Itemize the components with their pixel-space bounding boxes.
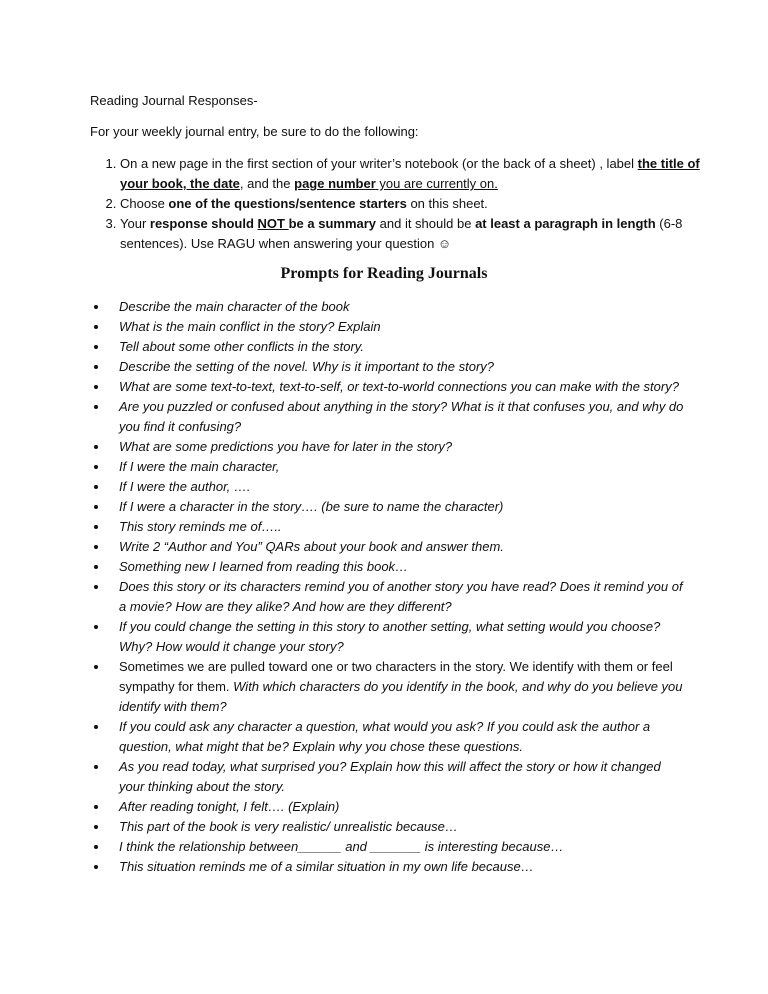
prompt-item: Are you puzzled or confused about anything in the story? What is it that confuses you, and why do you find it confusing?	[90, 397, 688, 437]
prompt-item: If I were the main character,	[90, 457, 688, 477]
prompt-item: Describe the setting of the novel. Why is it important to the story?	[90, 357, 688, 377]
prompt-item: If I were a character in the story…. (be sure to name the character)	[90, 497, 688, 517]
prompt-item: Something new I learned from reading this book…	[90, 557, 688, 577]
prompt-item: Write 2 “Author and You” QARs about your book and answer them.	[90, 537, 688, 557]
prompts-list	[90, 297, 688, 877]
prompt-item: What is the main conflict in the story? Explain	[90, 317, 688, 337]
prompt-item: If you could change the setting in this story to another setting, what setting would you choose? Why? How would it change your story?	[90, 617, 688, 657]
prompt-item: Does this story or its characters remind you of another story you have read? Does it remind you of a movie? How are they alike? And how are they different?	[90, 577, 688, 617]
prompt-item: Describe the main character of the book	[90, 297, 688, 317]
prompt-item: If you could ask any character a question, what would you ask? If you could ask the author a question, what might that be? Explain why you chose these questions.	[90, 717, 688, 757]
prompt-item: This story reminds me of…..	[90, 517, 688, 537]
prompt-item: After reading tonight, I felt…. (Explain)	[90, 797, 688, 817]
prompt-item-mixed: Sometimes we are pulled toward one or two characters in the story. We identify with them or feel sympathy for them. With which characters do you identify in the book, and why do you believe you identify with them?	[90, 657, 688, 717]
prompt-item: If I were the author, ….	[90, 477, 688, 497]
step-item: 1. On a new page in the first section of your writer’s notebook (or the back of a sheet) , label the title of your book, the date, and the page number you are currently on.	[120, 154, 720, 194]
instruction-steps	[90, 154, 720, 254]
document-title: Reading Journal Responses-	[90, 93, 258, 108]
prompt-item: I think the relationship between______ and _______ is interesting because…	[90, 837, 688, 857]
prompt-item: What are some predictions you have for later in the story?	[90, 437, 688, 457]
prompts-heading: Prompts for Reading Journals	[280, 265, 488, 282]
prompt-item: This part of the book is very realistic/ unrealistic because…	[90, 817, 688, 837]
step-item: 2. Choose one of the questions/sentence starters on this sheet.	[120, 194, 720, 214]
prompt-item: As you read today, what surprised you? Explain how this will affect the story or how it changed your thinking about the story.	[90, 757, 688, 797]
prompt-item: What are some text-to-text, text-to-self, or text-to-world connections you can make with the story?	[90, 377, 688, 397]
prompt-item: This situation reminds me of a similar situation in my own life because…	[90, 857, 688, 877]
step-item: 3. Your response should NOT be a summary and it should be at least a paragraph in length (6-8 sentences). Use RAGU when answering your question ☺	[120, 214, 720, 254]
prompt-item: Tell about some other conflicts in the story.	[90, 337, 688, 357]
intro-lead: For your weekly journal entry, be sure to do the following:	[90, 124, 419, 139]
